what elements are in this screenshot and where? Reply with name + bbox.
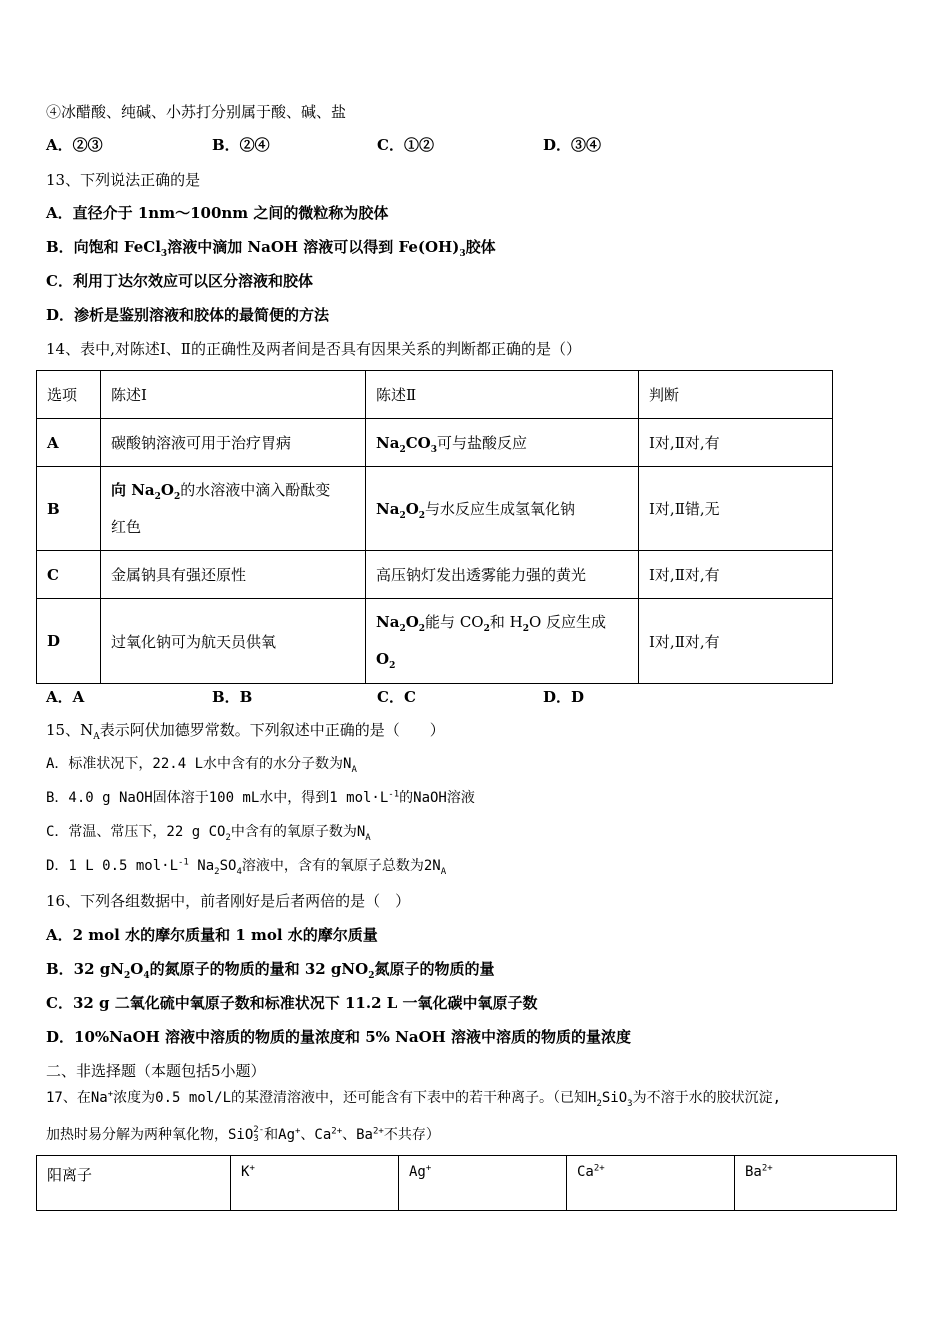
q12-option-b: B．②④ bbox=[212, 136, 270, 154]
q14-row-a bbox=[37, 419, 833, 467]
text: SO bbox=[219, 858, 237, 874]
q14-row-c bbox=[37, 551, 833, 599]
charge-stack bbox=[253, 1126, 264, 1144]
q14-row-b-judge: Ⅰ对,Ⅱ错,无 bbox=[639, 467, 833, 551]
q13-b-sub2: 3 bbox=[459, 249, 466, 259]
q14-header-row bbox=[37, 371, 833, 419]
q17-cell-ca bbox=[567, 1156, 735, 1211]
text: Ba bbox=[745, 1164, 762, 1180]
q17-table-row bbox=[37, 1156, 897, 1211]
q14-header-option: 选项 bbox=[37, 371, 101, 419]
text: CO bbox=[405, 434, 431, 452]
text: SiO bbox=[601, 1090, 628, 1106]
q13-b-text2: 溶液中滴加 NaOH 溶液可以得到 Fe(OH) bbox=[167, 238, 460, 256]
sub: A bbox=[351, 764, 357, 775]
sup: + bbox=[249, 1163, 255, 1174]
sub: A bbox=[93, 732, 100, 742]
q14-option-c: C．C bbox=[377, 688, 416, 706]
sub: 2 bbox=[154, 491, 161, 502]
sub: 3 bbox=[627, 1098, 633, 1109]
text: O bbox=[405, 613, 419, 631]
text: B．4.0 g NaOH固体溶于100 mL水中，得到1 mol·L bbox=[46, 790, 389, 806]
sup: + bbox=[107, 1089, 114, 1100]
text: Na bbox=[376, 434, 400, 452]
sup: -1 bbox=[388, 789, 400, 800]
q15-option-a bbox=[46, 754, 357, 774]
q13-stem: 13、下列说法正确的是 bbox=[46, 171, 201, 189]
section-heading: 二、非选择题（本题包括5小题） bbox=[46, 1062, 266, 1080]
q13-b-sub: 3 bbox=[160, 249, 168, 259]
q14-row-c-judge: Ⅰ对,Ⅱ对,有 bbox=[639, 551, 833, 599]
q17-cell-ag bbox=[399, 1156, 567, 1211]
sub: 2 bbox=[368, 971, 375, 981]
sup: 2+ bbox=[761, 1163, 773, 1174]
text: Na bbox=[376, 613, 400, 631]
sub: 2 bbox=[596, 1098, 602, 1109]
q12-options bbox=[46, 135, 746, 155]
q14-row-c-s1: 金属钠具有强还原性 bbox=[101, 551, 366, 599]
sup: 2+ bbox=[372, 1126, 384, 1137]
q13-b-text: B．向饱和 FeCl bbox=[46, 238, 161, 256]
q16-option-d: D．10%NaOH 溶液中溶质的物质的量浓度和 5% NaOH 溶液中溶质的物质的量浓度 bbox=[46, 1028, 632, 1046]
q14-row-c-s2: 高压钠灯发出透雾能力强的黄光 bbox=[366, 551, 639, 599]
text: 浓度为0.5 mol/L的某澄清溶液中，还可能含有下表中的若干种离子。（已知H bbox=[113, 1090, 597, 1106]
sub: 4 bbox=[236, 866, 242, 877]
sub: 2 bbox=[174, 491, 181, 502]
q13-option-a: A．直径介于 1nm～100nm 之间的微粒称为胶体 bbox=[46, 204, 389, 222]
q14-header-s2: 陈述Ⅱ bbox=[366, 371, 639, 419]
text: C．常温、常压下，22 g CO bbox=[46, 824, 226, 840]
q14-stem: 14、表中,对陈述Ⅰ、Ⅱ的正确性及两者间是否具有因果关系的判断都正确的是（） bbox=[46, 340, 581, 358]
q17-stem-line2 bbox=[46, 1125, 440, 1145]
sub: 2 bbox=[389, 661, 396, 671]
text: 溶液中，含有的氧原子总数为2N bbox=[241, 858, 441, 874]
q14-row-d-s2 bbox=[366, 599, 639, 684]
text: Na bbox=[188, 858, 215, 874]
q14-row-b-opt: B bbox=[37, 467, 101, 551]
text: 能与 CO bbox=[425, 613, 484, 631]
text: 红色 bbox=[111, 517, 142, 536]
q13-option-c: C．利用丁达尔效应可以区分溶液和胶体 bbox=[46, 272, 313, 290]
text: O 反应生成 bbox=[528, 613, 607, 631]
sub: 2 bbox=[225, 832, 231, 843]
q15-option-b bbox=[46, 788, 475, 808]
q16-option-c: C．32 g 二氧化硫中氧原子数和标准状况下 11.2 L 一氧化碳中氧原子数 bbox=[46, 994, 538, 1012]
text: 、Ca bbox=[300, 1127, 332, 1143]
q14-row-a-s2 bbox=[366, 419, 639, 467]
text: A．标准状况下，22.4 L水中含有的水分子数为N bbox=[46, 756, 352, 772]
text: 17、在Na bbox=[46, 1090, 108, 1106]
text: O bbox=[130, 960, 144, 978]
sub: 2 bbox=[483, 624, 490, 634]
text: 15、N bbox=[46, 721, 94, 739]
q14-option-a: A．A bbox=[46, 688, 85, 706]
text: 加热时易分解为两种氧化物，SiO bbox=[46, 1127, 254, 1143]
text: O bbox=[160, 480, 174, 499]
q13-option-b bbox=[46, 237, 496, 257]
q14-table bbox=[36, 370, 833, 684]
sup: + bbox=[425, 1163, 432, 1174]
text: 氮原子的物质的量 bbox=[374, 960, 495, 978]
sup: 2- bbox=[253, 1125, 265, 1135]
q15-option-c bbox=[46, 822, 371, 842]
q16-stem: 16、下列各组数据中，前者刚好是后者两倍的是（ ） bbox=[46, 892, 411, 910]
text: O bbox=[405, 500, 419, 518]
q14-row-a-judge: Ⅰ对,Ⅱ对,有 bbox=[639, 419, 833, 467]
text: 的NaOH溶液 bbox=[399, 790, 475, 806]
q14-header-judge: 判断 bbox=[639, 371, 833, 419]
sub: 2 bbox=[399, 511, 406, 521]
q17-stem-line1 bbox=[46, 1088, 781, 1108]
text: 向 Na bbox=[111, 480, 155, 499]
q14-header-s1: 陈述Ⅰ bbox=[101, 371, 366, 419]
q15-stem bbox=[46, 720, 445, 740]
text: D．1 L 0.5 mol·L bbox=[46, 858, 179, 874]
sub: 2 bbox=[399, 624, 406, 634]
q15-option-d bbox=[46, 856, 446, 876]
q13-b-text3: 胶体 bbox=[465, 238, 496, 256]
q14-row-a-s1: 碳酸钠溶液可用于治疗胃病 bbox=[101, 419, 366, 467]
text: O bbox=[376, 650, 390, 668]
text: 不共存） bbox=[383, 1127, 440, 1143]
sup: 2+ bbox=[331, 1126, 343, 1137]
q16-option-a: A．2 mol 水的摩尔质量和 1 mol 水的摩尔质量 bbox=[46, 926, 378, 944]
q14-options bbox=[46, 687, 746, 707]
text: 可与盐酸反应 bbox=[436, 434, 527, 452]
text: Ca bbox=[577, 1164, 594, 1180]
q13-option-d: D．渗析是鉴别溶液和胶体的最简便的方法 bbox=[46, 306, 330, 324]
q12-option-d: D．③④ bbox=[543, 136, 602, 154]
text: K bbox=[241, 1164, 250, 1180]
text: 的水溶液中滴入酚酞变 bbox=[180, 480, 331, 499]
sub: 2 bbox=[123, 971, 131, 981]
q12-option-c: C．①② bbox=[377, 136, 434, 154]
sub: A bbox=[365, 832, 371, 843]
q14-row-c-opt: C bbox=[37, 551, 101, 599]
text: 、Ba bbox=[342, 1127, 373, 1143]
text: 与水反应生成氢氧化钠 bbox=[425, 500, 576, 518]
sub: 2 bbox=[214, 866, 220, 877]
text: 为不溶于水的胶状沉淀, bbox=[632, 1090, 782, 1106]
q14-row-b bbox=[37, 467, 833, 551]
q14-row-d-opt: D bbox=[37, 599, 101, 684]
sub: A bbox=[440, 866, 447, 877]
text: 中含有的氧原子数为N bbox=[230, 824, 366, 840]
q14-row-b-s2 bbox=[366, 467, 639, 551]
text: Ag bbox=[409, 1164, 426, 1180]
q14-row-b-s1 bbox=[101, 467, 366, 551]
q14-row-d-judge: Ⅰ对,Ⅱ对,有 bbox=[639, 599, 833, 684]
q14-option-d: D．D bbox=[543, 688, 585, 706]
text: 表示阿伏加德罗常数。下列叙述中正确的是（ ） bbox=[99, 721, 445, 739]
q12-option-a: A．②③ bbox=[46, 136, 103, 154]
q14-option-b: B．B bbox=[212, 688, 253, 706]
q14-row-d bbox=[37, 599, 833, 684]
sub: 2 bbox=[522, 624, 529, 634]
sub: 4 bbox=[143, 971, 150, 981]
sub: 2 bbox=[418, 511, 426, 521]
sub: 2 bbox=[399, 445, 406, 455]
q17-ion-table bbox=[36, 1155, 897, 1211]
sub: 2 bbox=[418, 624, 426, 634]
text: 和Ag bbox=[264, 1127, 295, 1143]
q12-item-4: ④冰醋酸、纯碱、小苏打分别属于酸、碱、盐 bbox=[46, 103, 347, 121]
q17-cell-k bbox=[231, 1156, 399, 1211]
q16-option-b bbox=[46, 959, 494, 979]
sup: -1 bbox=[178, 857, 189, 868]
text: 的氮原子的物质的量和 32 gNO bbox=[149, 960, 369, 978]
text: B．32 gN bbox=[46, 960, 124, 978]
sup: 2+ bbox=[593, 1163, 605, 1174]
text: 和 H bbox=[489, 613, 523, 631]
q17-cell-ba bbox=[735, 1156, 897, 1211]
sup: + bbox=[295, 1126, 301, 1137]
sub: 3 bbox=[430, 445, 437, 455]
text: Na bbox=[376, 500, 400, 518]
q17-cell-cation: 阳离子 bbox=[37, 1156, 231, 1211]
q14-row-d-s1: 过氧化钠可为航天员供氧 bbox=[101, 599, 366, 684]
sub: 3 bbox=[253, 1134, 259, 1144]
q14-row-a-opt: A bbox=[37, 419, 101, 467]
